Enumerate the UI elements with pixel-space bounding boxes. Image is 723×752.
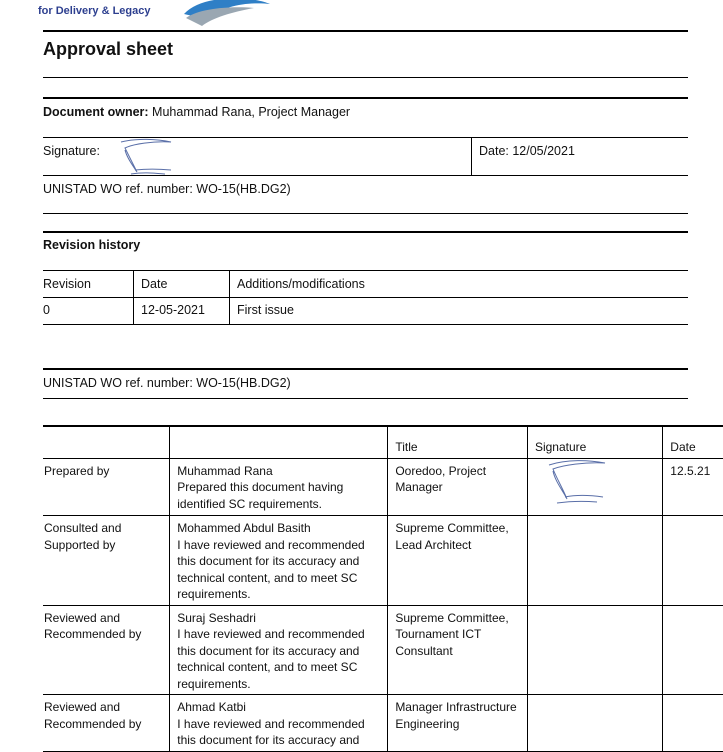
table-row	[43, 516, 723, 606]
name-cell	[170, 458, 388, 516]
divider	[43, 213, 688, 214]
signature-label: Signature:	[43, 144, 100, 158]
signature-cell	[527, 458, 662, 516]
title-cell: Supreme Committee, Lead Architect	[388, 516, 528, 606]
signature-cell	[527, 695, 662, 752]
approver-name: Muhammad Rana	[177, 463, 273, 478]
cell-divider	[133, 270, 134, 325]
divider	[43, 231, 688, 233]
approver-note: I have reviewed and recommended this document for its accuracy and technical content, and to meet SC requirements.	[177, 627, 365, 691]
divider	[43, 77, 688, 78]
approver-note: I have reviewed and recommended this document for its accuracy and technical content, and to meet SC requirements.	[177, 537, 365, 601]
owner-signature	[117, 136, 179, 180]
divider	[43, 324, 688, 325]
table-header-row	[43, 426, 723, 458]
document-owner	[43, 105, 350, 119]
revision-column-header: Revision	[43, 277, 91, 291]
cell-divider	[471, 137, 472, 175]
column-header	[170, 426, 388, 458]
signature-cell	[527, 516, 662, 606]
name-cell	[170, 605, 388, 695]
approver-note: Prepared this document having identified SC requirements.	[177, 480, 344, 511]
column-header-signature: Signature	[527, 426, 662, 458]
revision-history-heading: Revision history	[43, 238, 141, 252]
date-cell: 12.5.21	[663, 458, 723, 516]
owner-label: Document owner:	[43, 105, 149, 119]
divider	[43, 297, 688, 298]
owner-value: Muhammad Rana, Project Manager	[152, 105, 351, 119]
approver-name: Suraj Seshadri	[177, 610, 256, 625]
role-cell: Consulted and Supported by	[43, 516, 170, 606]
date-cell	[663, 605, 723, 695]
approver-note: I have reviewed and recommended this document for its accuracy and	[177, 716, 365, 747]
owner-date: Date: 12/05/2021	[479, 144, 575, 158]
approver-signature	[541, 457, 613, 509]
date-cell	[663, 516, 723, 606]
signature-cell	[527, 605, 662, 695]
changes-column-header: Additions/modifications	[237, 277, 365, 291]
column-header-date: Date	[663, 426, 723, 458]
revision-value: 0	[43, 303, 50, 317]
divider	[43, 368, 688, 370]
date-column-header: Date	[141, 277, 168, 291]
column-header	[43, 426, 170, 458]
approver-name: Ahmad Katbi	[177, 700, 246, 714]
divider	[43, 398, 688, 399]
table-row	[43, 458, 723, 516]
divider	[43, 30, 688, 32]
revision-change: First issue	[237, 303, 294, 317]
name-cell	[170, 516, 388, 606]
role-cell: Reviewed and Recommended by	[43, 695, 170, 752]
column-header-title: Title	[388, 426, 528, 458]
cell-divider	[229, 270, 230, 325]
name-cell	[170, 695, 388, 752]
divider	[43, 175, 688, 176]
logo-text: for Delivery & Legacy	[38, 5, 151, 17]
approver-name: Mohammed Abdul Basith	[177, 521, 311, 535]
wo-reference-2: UNISTAD WO ref. number: WO-15(HB.DG2)	[43, 376, 291, 390]
role-cell: Reviewed and Recommended by	[43, 605, 170, 695]
role-cell: Prepared by	[43, 458, 170, 516]
divider	[43, 97, 688, 99]
logo-swoosh-icon	[182, 0, 272, 26]
title-cell: Supreme Committee, Tournament ICT Consultant	[388, 605, 528, 695]
page-header	[0, 0, 723, 26]
table-row	[43, 695, 723, 752]
table-row	[43, 605, 723, 695]
title-cell: Manager Infrastructure Engineering	[388, 695, 528, 752]
approval-table	[43, 425, 723, 752]
date-cell	[663, 695, 723, 752]
wo-reference: UNISTAD WO ref. number: WO-15(HB.DG2)	[43, 182, 291, 196]
page-title: Approval sheet	[43, 39, 174, 59]
divider	[43, 270, 688, 271]
revision-date: 12-05-2021	[141, 303, 205, 317]
title-cell: Ooredoo, Project Manager	[388, 458, 528, 516]
